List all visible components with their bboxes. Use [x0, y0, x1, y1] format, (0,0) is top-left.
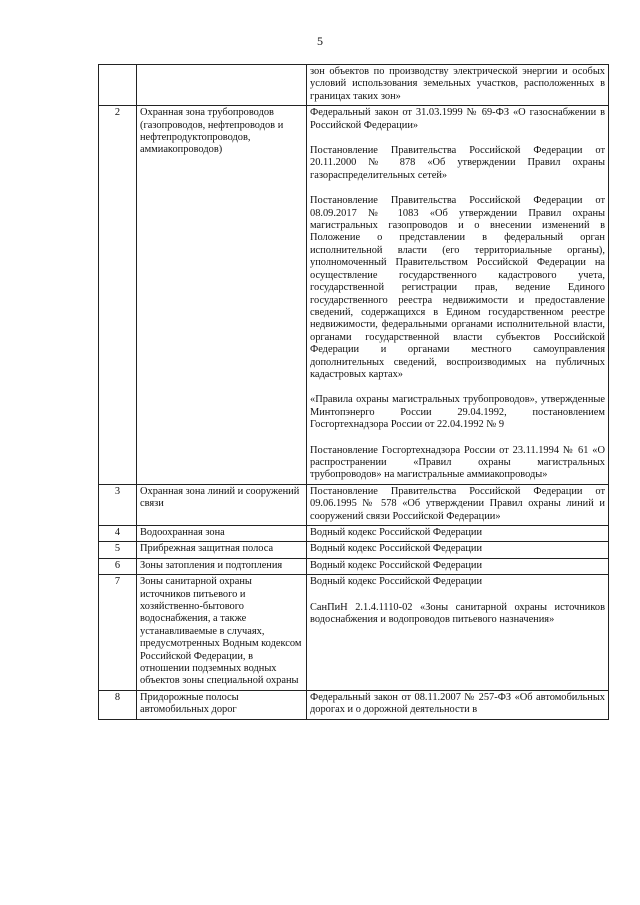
table-row	[99, 106, 609, 485]
zone-name	[137, 65, 307, 106]
legal-acts	[307, 542, 609, 558]
row-number: 7	[99, 575, 137, 691]
legal-acts	[307, 106, 609, 485]
zone-name: Придорожные полосы автомобильных дорог	[137, 690, 307, 719]
legal-act: Водный кодекс Российской Федерации	[310, 576, 483, 588]
row-number: 6	[99, 558, 137, 574]
zone-name: Водоохранная зона	[137, 526, 307, 542]
row-number: 4	[99, 526, 137, 542]
page-number: 5	[317, 34, 323, 48]
legal-act: Водный кодекс Российской Федерации	[310, 527, 483, 538]
legal-act: зон объектов по производству электрической энергии и особых условий использования земельных участков, расположенных в границах таких зон»	[310, 66, 605, 102]
legal-act: Постановление Правительства Российской Федерации от 20.11.2000 № 878 «Об утверждении Правил охраны газораспределительных сетей»	[310, 145, 605, 181]
legal-act: Федеральный закон от 08.11.2007 № 257-ФЗ «Об автомобильных дорогах и о дорожной деятельности в	[310, 691, 605, 716]
legal-act: Водный кодекс Российской Федерации	[310, 559, 483, 571]
zone-name: Охранная зона линий и сооружений связи	[137, 484, 307, 525]
row-number: 2	[99, 106, 137, 485]
table-row	[99, 65, 609, 106]
zone-name: Прибрежная защитная полоса	[137, 542, 307, 558]
zone-name: Зоны затопления и подтопления	[137, 558, 307, 574]
legal-acts	[307, 484, 609, 525]
table-body	[99, 65, 609, 720]
table-row	[99, 526, 609, 542]
row-number: 8	[99, 690, 137, 719]
table-row	[99, 690, 609, 719]
legal-acts	[307, 558, 609, 574]
row-number: 3	[99, 484, 137, 525]
legal-act: Постановление Правительства Российской Федерации от 08.09.2017 № 1083 «Об утверждении Правил охраны магистральных газопроводов и о внесении изменений в Положение о представлении в федеральный орган исполнительной власти (его территориальные органы), уполномоченный Правительством Российской Федерации на осуществление государственного кадастрового учета, государственной регистрации прав, ведение Единого государственного реестра недвижимости и предоставление сведений, содержащихся в Едином государственном реестре недвижимости, федеральными органами исполнительной власти, органами государственной власти субъектов Российской Федерации и органами местного самоуправления дополнительных сведений, воспроизводимых на публичных кадастровых картах»	[310, 195, 605, 380]
legal-acts	[307, 575, 609, 691]
zones-table	[98, 64, 609, 720]
zone-name: Зоны санитарной охраны источников питьевого и хозяйственно-бытового водоснабжения, а также устанавливаемые в случаях, предусмотренных Водным кодексом Российской Федерации, в отношении подземных водных объектов зоны специальной охраны	[137, 575, 307, 691]
row-number	[99, 65, 137, 106]
legal-act: «Правила охраны магистральных трубопроводов», утвержденные Минтопэнерго России 29.04.1992, постановлением Госгортехнадзора России от 22.04.1992 № 9	[310, 394, 605, 431]
legal-acts	[307, 690, 609, 719]
row-number: 5	[99, 542, 137, 558]
table-row	[99, 575, 609, 691]
table-row	[99, 484, 609, 525]
legal-act: Федеральный закон от 31.03.1999 № 69-ФЗ «О газоснабжении в Российской Федерации»	[310, 107, 605, 131]
table-row	[99, 558, 609, 574]
legal-act: Водный кодекс Российской Федерации	[310, 543, 483, 555]
legal-acts	[307, 526, 609, 542]
legal-act: СанПиН 2.1.4.1110-02 «Зоны санитарной охраны источников водоснабжения и водопроводов питьевого назначения»	[310, 601, 605, 626]
zone-name: Охранная зона трубопроводов (газопроводов, нефтепроводов и нефтепродуктопроводов, аммиакопроводов)	[137, 106, 307, 485]
legal-act: Постановление Правительства Российской Федерации от 09.06.1995 № 578 «Об утверждении Правил охраны линий и сооружений связи Российской Федерации»	[310, 485, 605, 522]
legal-act: Постановление Госгортехнадзора России от 23.11.1994 № 61 «О распространении «Правил охраны магистральных трубопроводов» на магистральные аммиакопроводы»	[310, 444, 605, 481]
table-row	[99, 542, 609, 558]
legal-acts	[307, 65, 609, 106]
